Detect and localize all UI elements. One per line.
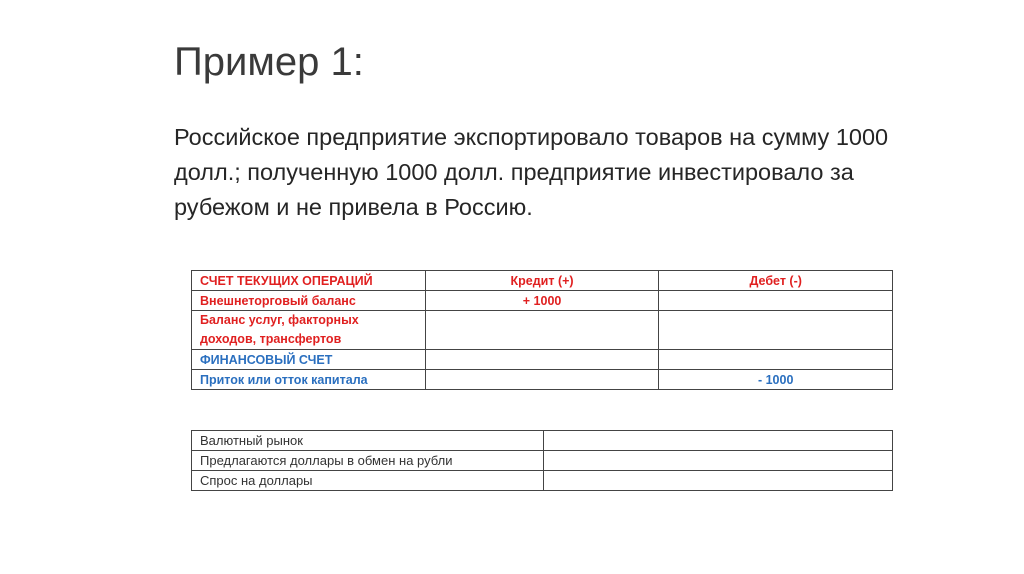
row-label: Спрос на доллары: [192, 471, 544, 491]
row-label: Баланс услуг, факторных доходов, трансфертов: [192, 311, 426, 350]
row-label: Валютный рынок: [192, 431, 544, 451]
debit-cell: [659, 311, 893, 350]
table-row: [192, 471, 893, 491]
table-header-row: [192, 271, 893, 291]
table-row: [192, 431, 893, 451]
debit-cell: - 1000: [659, 370, 893, 390]
table-row: [192, 311, 893, 350]
credit-cell: [425, 350, 659, 370]
table-row: [192, 291, 893, 311]
row-label: ФИНАНСОВЫЙ СЧЕТ: [192, 350, 426, 370]
debit-cell: [659, 350, 893, 370]
row-label: Приток или отток капитала: [192, 370, 426, 390]
slide-paragraph: Российское предприятие экспортировало товаров на сумму 1000 долл.; полученную 1000 долл. предприятие инвестировало за рубежом и не привела в Россию.: [174, 124, 889, 220]
row-label: Предлагаются доллары в обмен на рубли: [192, 451, 544, 471]
header-cell: СЧЕТ ТЕКУЩИХ ОПЕРАЦИЙ: [192, 271, 426, 291]
credit-cell: [425, 311, 659, 350]
value-cell: [543, 471, 892, 491]
slide-title: Пример 1:: [174, 40, 364, 84]
header-cell: Дебет (-): [659, 271, 893, 291]
table-row: [192, 350, 893, 370]
debit-cell: [659, 291, 893, 311]
header-cell: Кредит (+): [425, 271, 659, 291]
credit-cell: [425, 370, 659, 390]
row-label: Внешнеторговый баланс: [192, 291, 426, 311]
value-cell: [543, 431, 892, 451]
credit-cell: + 1000: [425, 291, 659, 311]
table-row: [192, 451, 893, 471]
value-cell: [543, 451, 892, 471]
table-row: [192, 370, 893, 390]
balance-of-payments-table: [191, 270, 893, 390]
currency-market-table: [191, 430, 893, 491]
